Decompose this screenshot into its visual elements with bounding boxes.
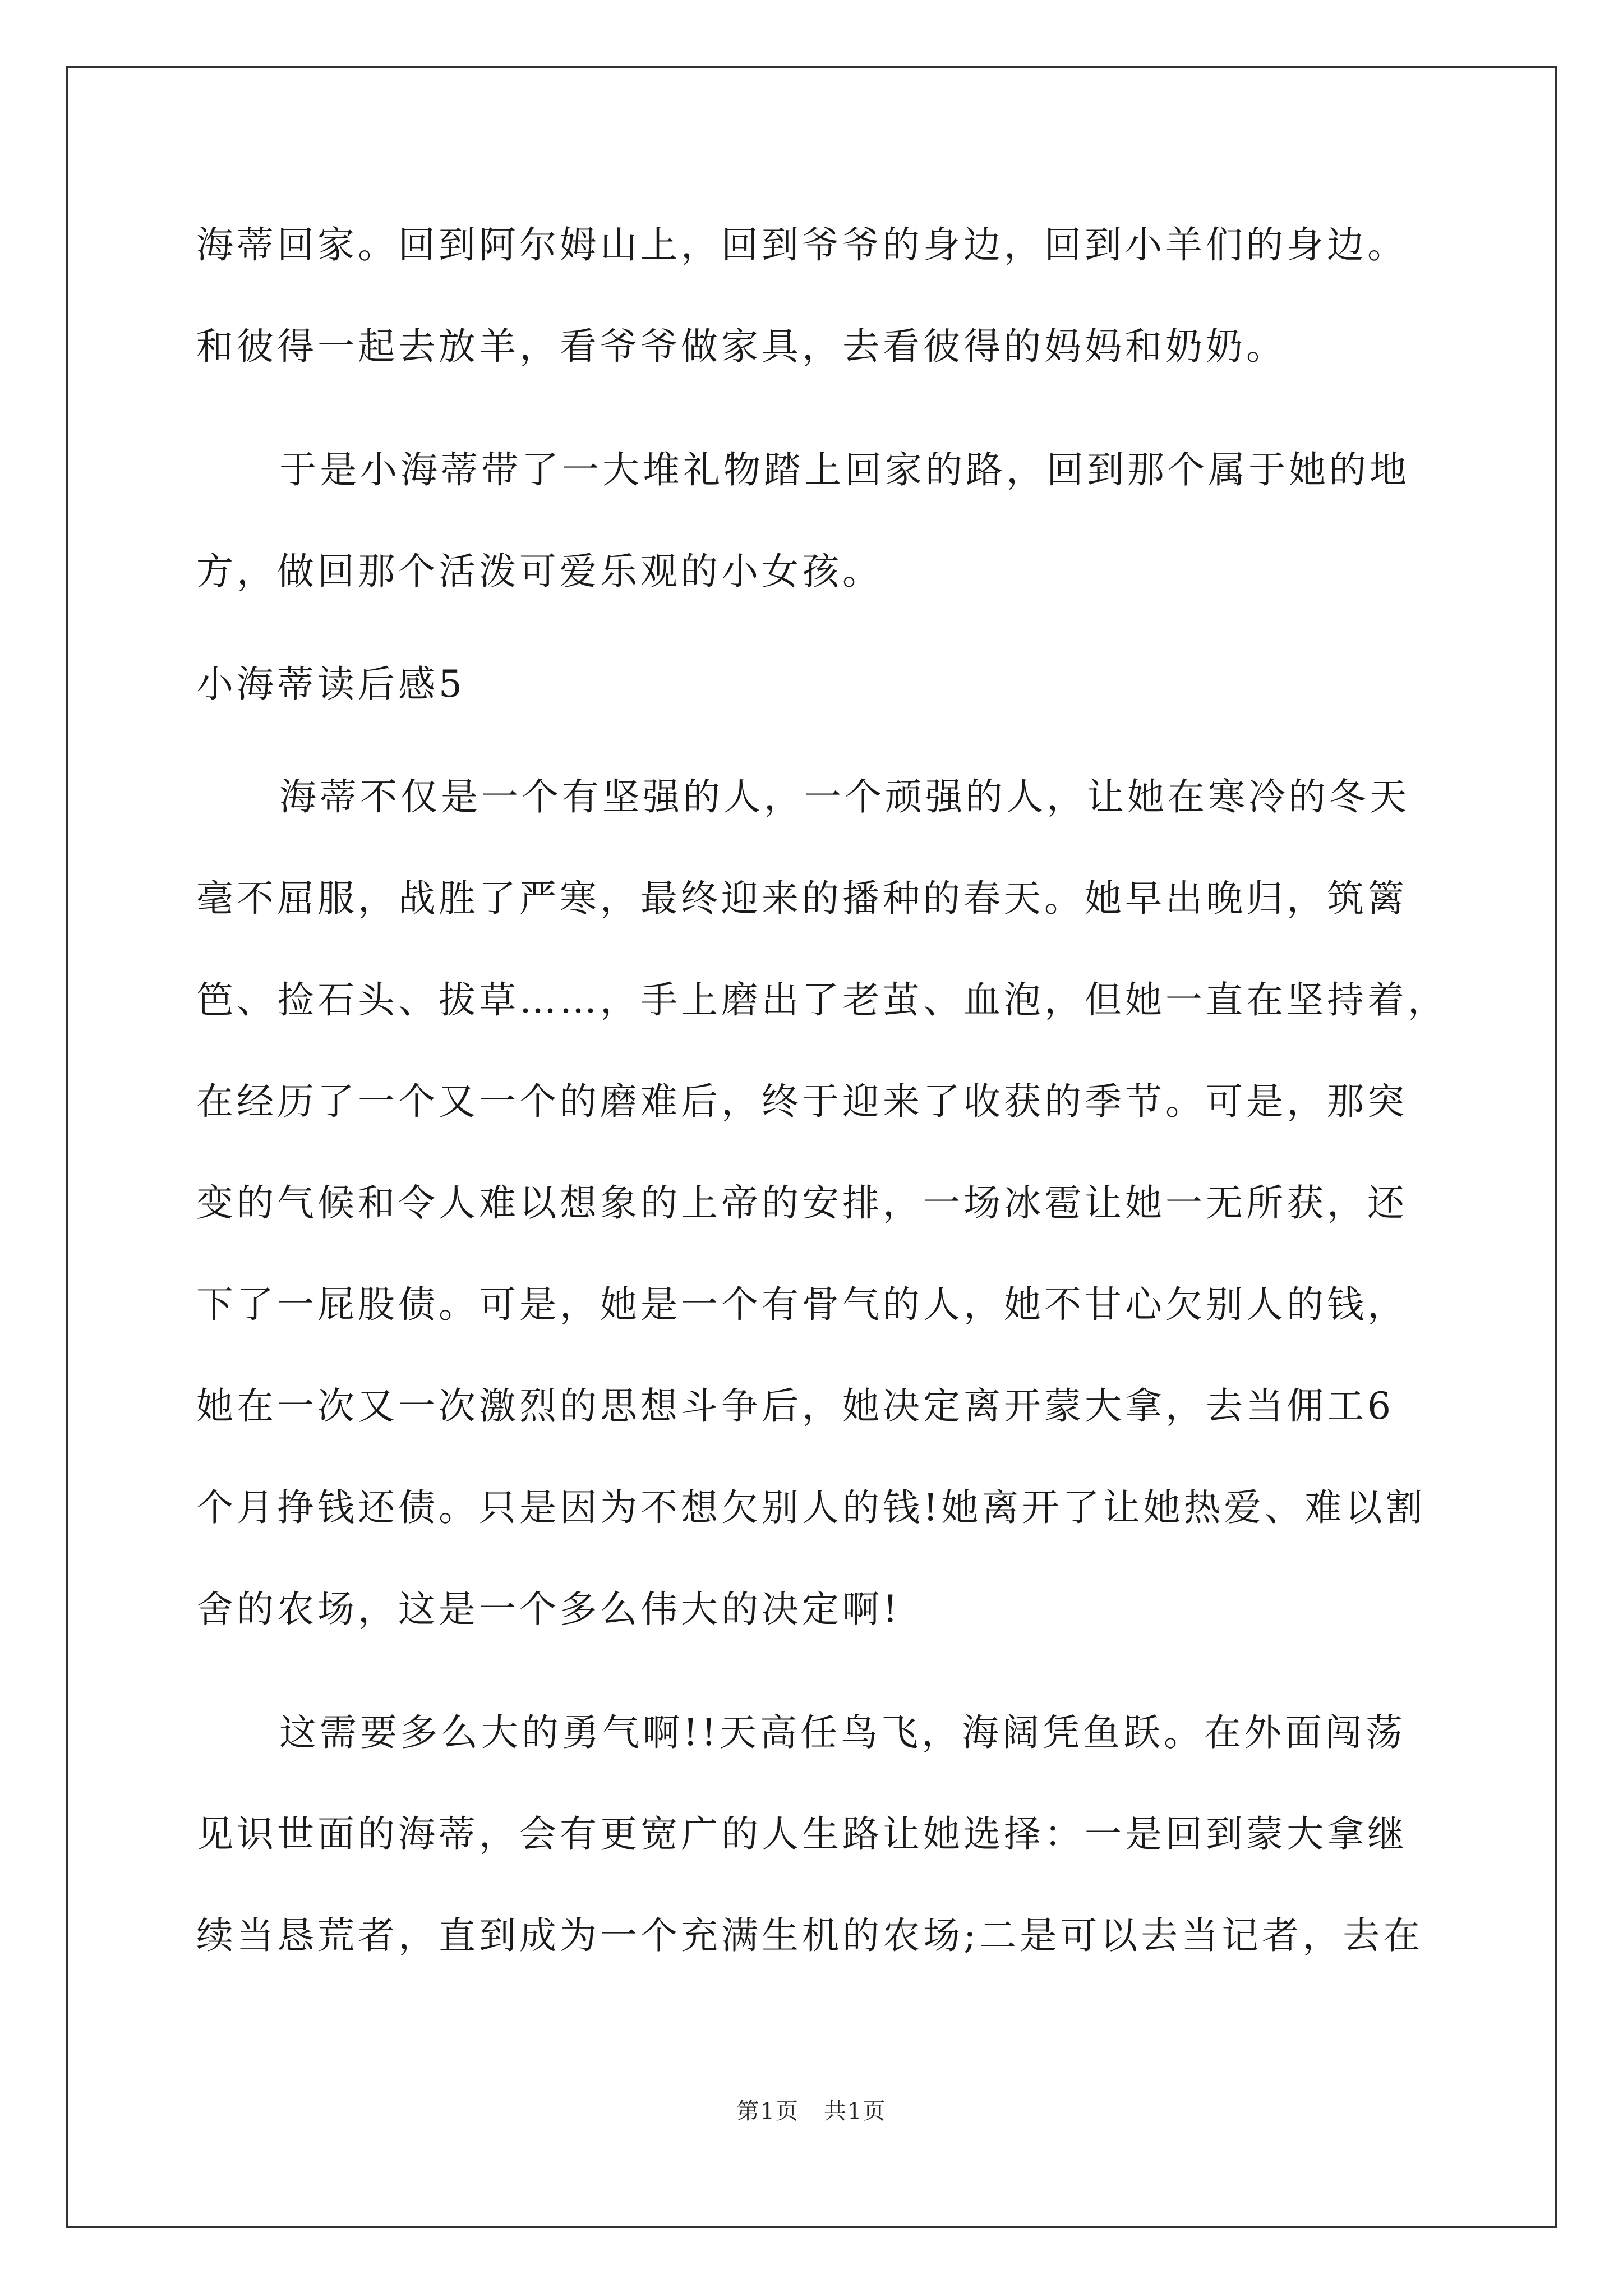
- section-heading: 小海蒂读后感5: [196, 662, 465, 706]
- page-footer: [0, 2098, 1623, 2125]
- paragraph-line: 舍的农场，这是一个多么伟大的决定啊!: [196, 1588, 901, 1631]
- paragraph-line: 海蒂不仅是一个有坚强的人，一个顽强的人，让她在寒冷的冬天: [279, 775, 1410, 818]
- paragraph-line: 见识世面的海蒂，会有更宽广的人生路让她选择：一是回到蒙大拿继: [196, 1812, 1408, 1856]
- paragraph-line: 变的气候和令人难以想象的上帝的安排，一场冰雹让她一无所获，还: [196, 1181, 1408, 1225]
- paragraph-line: 海蒂回家。回到阿尔姆山上，回到爷爷的身边，回到小羊们的身边。: [196, 223, 1408, 266]
- paragraph-line: 个月挣钱还债。只是因为不想欠别人的钱!她离开了让她热爱、难以割: [196, 1486, 1426, 1529]
- paragraph-line: 方，做回那个活泼可爱乐观的小女孩。: [196, 550, 883, 593]
- paragraph-line: 续当恳荒者，直到成为一个充满生机的农场;二是可以去当记者，去在: [196, 1914, 1424, 1957]
- paragraph-line: 下了一屁股债。可是，她是一个有骨气的人，她不甘心欠别人的钱，: [196, 1283, 1408, 1326]
- paragraph-line: 毫不屈服，战胜了严寒，最终迎来的播种的春天。她早出晚归，筑篱: [196, 877, 1408, 920]
- page-number: 第1页: [736, 2099, 799, 2124]
- paragraph-line: 她在一次又一次激烈的思想斗争后，她决定离开蒙大拿，去当佣工6: [196, 1384, 1394, 1428]
- page-total: 共1页: [824, 2099, 887, 2124]
- paragraph-line: 于是小海蒂带了一大堆礼物踏上回家的路，回到那个属于她的地: [279, 448, 1410, 491]
- paragraph-line: 在经历了一个又一个的磨难后，终于迎来了收获的季节。可是，那突: [196, 1080, 1408, 1123]
- paragraph-line: 笆、捡石头、拔草……，手上磨出了老茧、血泡，但她一直在坚持着，: [196, 978, 1448, 1022]
- paragraph-line: 这需要多么大的勇气啊!!天高任鸟飞，海阔凭鱼跃。在外面闯荡: [279, 1711, 1407, 1754]
- paragraph-line: 和彼得一起去放羊，看爷爷做家具，去看彼得的妈妈和奶奶。: [196, 325, 1287, 368]
- page-border: [66, 66, 1557, 2228]
